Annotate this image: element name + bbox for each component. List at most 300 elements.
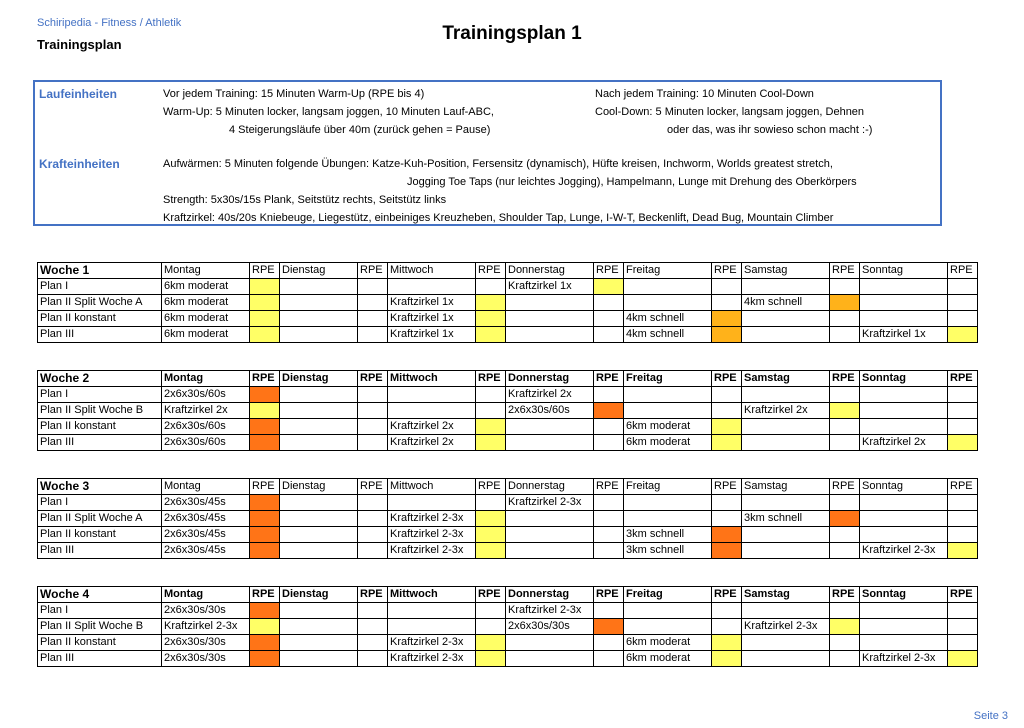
table-row [38,435,978,451]
activity-cell: Kraftzirkel 1x [388,311,476,327]
rpe-cell [358,603,388,619]
activity-cell [742,495,830,511]
rpe-cell [948,527,978,543]
activity-cell [280,419,358,435]
day-header: Sonntag [860,371,948,387]
activity-cell [280,511,358,527]
day-header: Freitag [624,371,712,387]
rpe-cell [476,603,506,619]
rpe-cell [594,651,624,667]
plan-name: Plan II konstant [38,419,162,435]
table-row [38,635,978,651]
rpe-header: RPE [476,263,506,279]
activity-cell: 2x6x30s/60s [162,419,250,435]
activity-cell: 2x6x30s/45s [162,495,250,511]
rpe-cell [250,635,280,651]
plan-name: Plan III [38,651,162,667]
header-subtitle: Trainingsplan [37,37,122,52]
rpe-cell [594,327,624,343]
cool-line: Cool-Down: 5 Minuten locker, langsam joggen, Dehnen [595,106,865,118]
rpe-cell [476,527,506,543]
table-row [38,419,978,435]
rpe-cell [250,403,280,419]
day-header: Dienstag [280,263,358,279]
rpe-cell [830,311,860,327]
activity-cell [860,403,948,419]
rpe-cell [948,495,978,511]
rpe-cell [476,543,506,559]
day-header: Sonntag [860,479,948,495]
rpe-cell [476,435,506,451]
activity-cell [742,279,830,295]
rpe-cell [250,295,280,311]
rpe-cell [830,527,860,543]
rpe-header: RPE [948,479,978,495]
activity-cell [860,603,948,619]
activity-cell [624,603,712,619]
activity-cell: 4km schnell [624,327,712,343]
activity-cell: 6km moderat [624,435,712,451]
week-title: Woche 4 [38,587,162,603]
activity-cell [742,527,830,543]
table-row [38,387,978,403]
activity-cell: 6km moderat [624,651,712,667]
activity-cell: Kraftzirkel 2-3x [506,495,594,511]
rpe-cell [830,327,860,343]
activity-cell: Kraftzirkel 2-3x [860,543,948,559]
activity-cell [280,527,358,543]
activity-cell [860,311,948,327]
rpe-cell [358,435,388,451]
rpe-cell [358,619,388,635]
plan-name: Plan II Split Woche A [38,511,162,527]
rpe-cell [948,619,978,635]
kraft-line: Strength: 5x30s/15s Plank, Seitstütz rechts, Seitstütz links [163,194,447,206]
lauf-line: Vor jedem Training: 15 Minuten Warm-Up (RPE bis 4) [163,88,425,100]
plan-name: Plan II konstant [38,635,162,651]
rpe-cell [830,403,860,419]
rpe-header: RPE [830,479,860,495]
lauf-line: 4 Steigerungsläufe über 40m (zurück gehen = Pause) [229,124,491,136]
rpe-cell [358,387,388,403]
activity-cell [280,435,358,451]
activity-cell [860,279,948,295]
rpe-cell [594,419,624,435]
rpe-header: RPE [250,263,280,279]
rpe-header: RPE [594,263,624,279]
rpe-cell [358,495,388,511]
rpe-cell [594,511,624,527]
rpe-header: RPE [594,587,624,603]
activity-cell [624,295,712,311]
activity-cell: 2x6x30s/30s [162,651,250,667]
kraft-line: Kraftzirkel: 40s/20s Kniebeuge, Liegestütz, einbeiniges Kreuzheben, Shoulder Tap, Lunge, I-W-T, Beckenlift, Dead Bug, Mountain Climber [163,212,834,224]
rpe-cell [594,279,624,295]
day-header: Freitag [624,479,712,495]
rpe-cell [948,435,978,451]
activity-cell: Kraftzirkel 1x [506,279,594,295]
rpe-header: RPE [712,371,742,387]
rpe-cell [830,651,860,667]
rpe-cell [830,635,860,651]
rpe-cell [476,495,506,511]
activity-cell: 3km schnell [624,543,712,559]
activity-cell: Kraftzirkel 2-3x [860,651,948,667]
activity-cell [742,327,830,343]
day-header: Donnerstag [506,263,594,279]
rpe-cell [250,279,280,295]
rpe-header: RPE [358,263,388,279]
table-row [38,403,978,419]
week-title: Woche 3 [38,479,162,495]
week-table [37,262,978,343]
activity-cell: 6km moderat [624,635,712,651]
rpe-cell [250,527,280,543]
table-row [38,279,978,295]
activity-cell [280,295,358,311]
kraft-label: Krafteinheiten [39,157,120,171]
plan-name: Plan III [38,327,162,343]
activity-cell: 6km moderat [162,311,250,327]
activity-cell [388,387,476,403]
page-number: Seite 3 [973,710,1008,722]
day-header: Samstag [742,263,830,279]
activity-cell: Kraftzirkel 2-3x [388,651,476,667]
plan-name: Plan II konstant [38,311,162,327]
rpe-cell [948,387,978,403]
day-header: Mittwoch [388,587,476,603]
activity-cell: 2x6x30s/60s [162,435,250,451]
day-header: Montag [162,479,250,495]
day-header: Dienstag [280,371,358,387]
activity-cell: Kraftzirkel 1x [388,327,476,343]
rpe-cell [594,387,624,403]
activity-cell [860,495,948,511]
activity-cell [742,387,830,403]
activity-cell [624,495,712,511]
rpe-cell [358,327,388,343]
rpe-cell [250,495,280,511]
activity-cell [742,543,830,559]
rpe-cell [948,279,978,295]
activity-cell [280,495,358,511]
activity-cell [280,327,358,343]
rpe-cell [830,435,860,451]
rpe-cell [712,495,742,511]
rpe-header: RPE [476,371,506,387]
day-header: Donnerstag [506,371,594,387]
activity-cell [624,387,712,403]
activity-cell [742,435,830,451]
rpe-header: RPE [476,479,506,495]
rpe-header: RPE [250,479,280,495]
activity-cell: 2x6x30s/45s [162,511,250,527]
rpe-cell [830,387,860,403]
day-header: Freitag [624,587,712,603]
rpe-header: RPE [358,371,388,387]
rpe-header: RPE [948,263,978,279]
rpe-cell [712,619,742,635]
rpe-cell [594,435,624,451]
plan-name: Plan II Split Woche A [38,295,162,311]
cool-line: oder das, was ihr sowieso schon macht :-) [667,124,873,136]
day-header: Dienstag [280,479,358,495]
rpe-cell [948,651,978,667]
activity-cell [742,651,830,667]
rpe-cell [250,511,280,527]
activity-cell: 2x6x30s/60s [162,387,250,403]
rpe-cell [830,495,860,511]
activity-cell: Kraftzirkel 2x [742,403,830,419]
rpe-cell [712,435,742,451]
table-row [38,495,978,511]
activity-cell [506,295,594,311]
page-title: Trainingsplan 1 [442,23,582,44]
activity-cell: 2x6x30s/45s [162,543,250,559]
activity-cell [624,619,712,635]
rpe-cell [476,651,506,667]
rpe-cell [948,311,978,327]
activity-cell [860,619,948,635]
activity-cell: Kraftzirkel 2-3x [388,635,476,651]
rpe-header: RPE [948,587,978,603]
activity-cell [506,435,594,451]
week-table [37,478,978,559]
rpe-header: RPE [830,371,860,387]
plan-name: Plan I [38,495,162,511]
rpe-cell [712,603,742,619]
activity-cell: 3km schnell [624,527,712,543]
activity-cell [388,619,476,635]
rpe-header: RPE [830,263,860,279]
cool-line: Nach jedem Training: 10 Minuten Cool-Down [595,88,814,100]
table-row [38,327,978,343]
activity-cell [624,511,712,527]
plan-name: Plan III [38,435,162,451]
rpe-cell [358,311,388,327]
activity-cell: Kraftzirkel 2-3x [742,619,830,635]
activity-cell [388,279,476,295]
day-header: Freitag [624,263,712,279]
rpe-cell [476,635,506,651]
rpe-cell [594,635,624,651]
rpe-cell [358,543,388,559]
rpe-cell [830,619,860,635]
rpe-cell [594,527,624,543]
rpe-cell [250,419,280,435]
header-brand: Schiripedia - Fitness / Athletik [37,17,182,29]
rpe-cell [476,419,506,435]
activity-cell [624,403,712,419]
activity-cell [506,311,594,327]
rpe-cell [712,403,742,419]
rpe-cell [594,295,624,311]
table-row [38,311,978,327]
rpe-cell [948,603,978,619]
rpe-cell [476,403,506,419]
activity-cell: 6km moderat [162,327,250,343]
activity-cell [506,635,594,651]
rpe-header: RPE [250,371,280,387]
rpe-header: RPE [948,371,978,387]
rpe-header: RPE [712,587,742,603]
activity-cell [388,603,476,619]
activity-cell: Kraftzirkel 2x [860,435,948,451]
activity-cell: 6km moderat [162,279,250,295]
rpe-cell [476,279,506,295]
table-row [38,651,978,667]
activity-cell [742,603,830,619]
rpe-header: RPE [358,479,388,495]
rpe-cell [358,635,388,651]
activity-cell: 2x6x30s/30s [162,635,250,651]
activity-cell: Kraftzirkel 2x [388,419,476,435]
rpe-header: RPE [712,263,742,279]
activity-cell: Kraftzirkel 2x [162,403,250,419]
activity-cell [506,543,594,559]
activity-cell [506,511,594,527]
activity-cell: Kraftzirkel 1x [388,295,476,311]
table-row [38,619,978,635]
plan-name: Plan II konstant [38,527,162,543]
rpe-cell [712,387,742,403]
activity-cell [860,387,948,403]
rpe-cell [358,511,388,527]
rpe-cell [712,295,742,311]
day-header: Montag [162,587,250,603]
activity-cell: 6km moderat [162,295,250,311]
rpe-cell [830,603,860,619]
day-header: Mittwoch [388,371,476,387]
table-row [38,295,978,311]
week-table [37,370,978,451]
week-title: Woche 2 [38,371,162,387]
day-header: Mittwoch [388,263,476,279]
activity-cell [280,387,358,403]
rpe-cell [712,635,742,651]
kraft-line: Aufwärmen: 5 Minuten folgende Übungen: Katze-Kuh-Position, Fersensitz (dynamisch), Hüfte kreisen, Inchworm, Worlds greatest stretch, [163,158,833,170]
rpe-cell [712,543,742,559]
activity-cell [742,311,830,327]
rpe-cell [830,511,860,527]
rpe-cell [948,635,978,651]
rpe-cell [250,435,280,451]
table-row [38,527,978,543]
activity-cell [506,651,594,667]
activity-cell: Kraftzirkel 2-3x [388,511,476,527]
activity-cell [280,311,358,327]
activity-cell [280,651,358,667]
table-row [38,603,978,619]
rpe-cell [250,651,280,667]
rpe-cell [250,327,280,343]
rpe-cell [712,279,742,295]
activity-cell [280,619,358,635]
activity-cell: 2x6x30s/60s [506,403,594,419]
rpe-cell [712,527,742,543]
day-header: Montag [162,371,250,387]
rpe-header: RPE [594,371,624,387]
rpe-cell [250,619,280,635]
activity-cell [506,527,594,543]
activity-cell: 2x6x30s/30s [506,619,594,635]
day-header: Samstag [742,587,830,603]
activity-cell: Kraftzirkel 2-3x [162,619,250,635]
activity-cell: Kraftzirkel 2-3x [388,527,476,543]
rpe-cell [358,419,388,435]
plan-name: Plan III [38,543,162,559]
activity-cell: Kraftzirkel 1x [860,327,948,343]
activity-cell [280,603,358,619]
day-header: Donnerstag [506,479,594,495]
rpe-cell [476,511,506,527]
rpe-cell [250,387,280,403]
rpe-cell [712,511,742,527]
activity-cell [742,419,830,435]
activity-cell: 6km moderat [624,419,712,435]
rpe-cell [594,619,624,635]
week-table [37,586,978,667]
rpe-cell [358,403,388,419]
activity-cell [506,327,594,343]
activity-cell: 3km schnell [742,511,830,527]
rpe-cell [358,295,388,311]
activity-cell: 4km schnell [624,311,712,327]
rpe-cell [250,311,280,327]
rpe-cell [476,295,506,311]
activity-cell: 4km schnell [742,295,830,311]
rpe-cell [948,403,978,419]
lauf-label: Laufeinheiten [39,87,118,101]
rpe-cell [948,419,978,435]
activity-cell [624,279,712,295]
rpe-cell [594,403,624,419]
rpe-cell [594,543,624,559]
day-header: Samstag [742,371,830,387]
plan-name: Plan I [38,387,162,403]
rpe-cell [948,295,978,311]
day-header: Donnerstag [506,587,594,603]
rpe-cell [476,327,506,343]
rpe-header: RPE [830,587,860,603]
week-title: Woche 1 [38,263,162,279]
rpe-cell [830,279,860,295]
rpe-header: RPE [712,479,742,495]
rpe-cell [476,619,506,635]
plan-name: Plan I [38,279,162,295]
activity-cell [280,279,358,295]
day-header: Montag [162,263,250,279]
rpe-cell [476,311,506,327]
rpe-cell [250,603,280,619]
day-header: Mittwoch [388,479,476,495]
rpe-header: RPE [476,587,506,603]
activity-cell: Kraftzirkel 2x [388,435,476,451]
rpe-cell [712,327,742,343]
info-box [33,80,942,226]
activity-cell [860,635,948,651]
rpe-cell [830,543,860,559]
day-header: Sonntag [860,587,948,603]
rpe-cell [712,419,742,435]
rpe-cell [476,387,506,403]
kraft-line: Jogging Toe Taps (nur leichtes Jogging), Hampelmann, Lunge mit Drehung des Oberkörpers [407,176,857,188]
activity-cell: 2x6x30s/45s [162,527,250,543]
rpe-cell [712,311,742,327]
activity-cell [388,403,476,419]
rpe-cell [250,543,280,559]
lauf-line: Warm-Up: 5 Minuten locker, langsam joggen, 10 Minuten Lauf-ABC, [163,106,494,118]
